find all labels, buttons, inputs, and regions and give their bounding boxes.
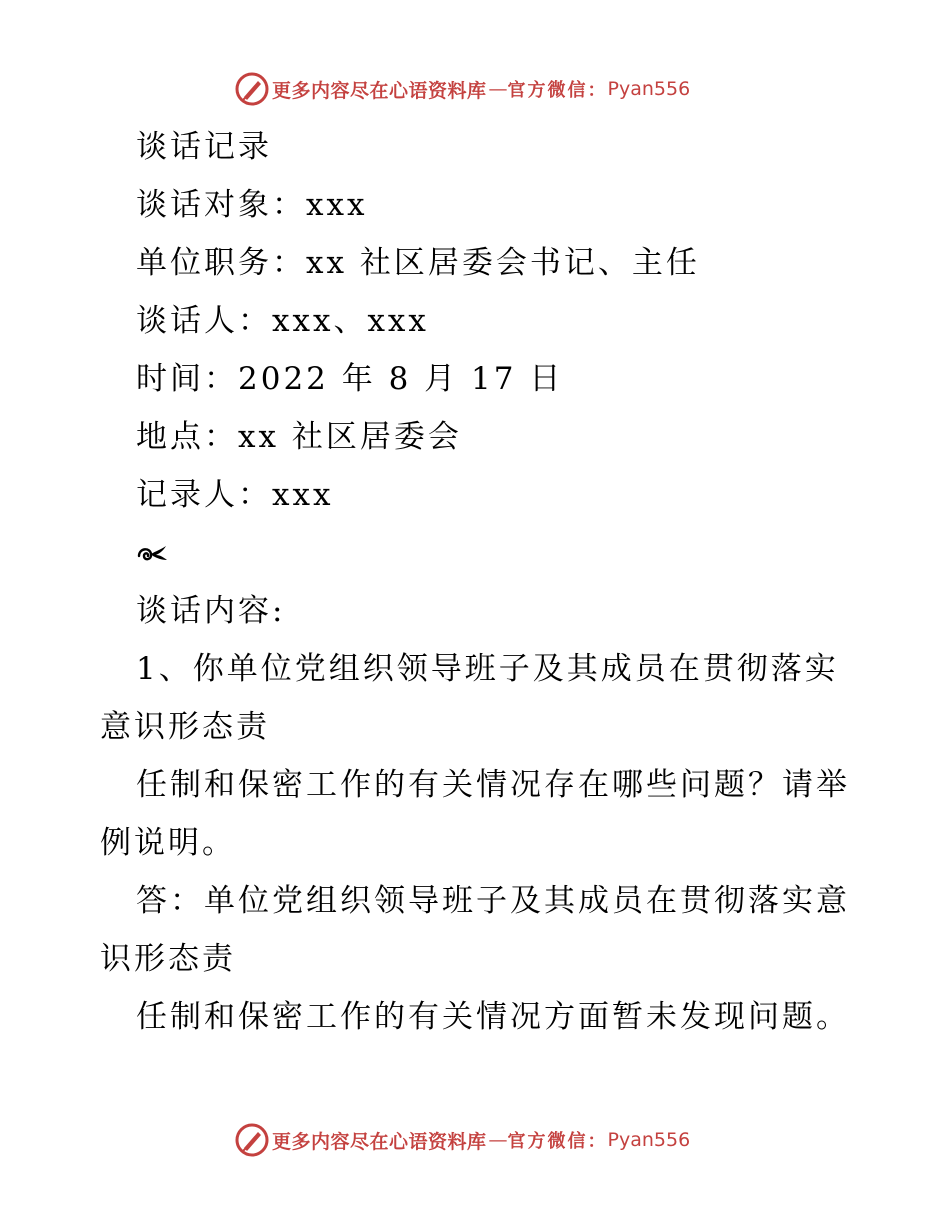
answer-1-line-3: 任制和保密工作的有关情况方面暂未发现问题。 [136,999,850,1035]
banner-wechat-id: Pyan556 [607,1129,691,1151]
document-body [100,118,860,1046]
question-1-line-1: 1、你单位党组织领导班子及其成员在贯彻落实 [136,651,839,687]
answer-1-line-2: 识形态责 [100,941,236,977]
question-1-line-3: 任制和保密工作的有关情况存在哪些问题？请举 [136,767,850,803]
document-title: 谈话记录 [136,129,272,165]
content-heading: 谈话内容: [136,593,286,629]
question-1-line-4: 例说明。 [100,825,236,861]
ornament-divider [100,524,860,582]
answer-1-line-1: 答：单位党组织领导班子及其成员在贯彻落实意 [136,883,850,919]
banner-text: 更多内容尽在心语资料库 [272,79,487,102]
field-interviewee: 谈话对象：xxx [136,187,368,223]
banner-wechat-label: 官方微信： [507,1131,608,1152]
banner-text: 更多内容尽在心语资料库 [272,1130,487,1153]
footer-banner [234,1122,690,1158]
question-1-line-2: 意识形态责 [100,709,270,745]
field-time: 时间：2022 年 8 月 17 日 [136,361,564,397]
banner-wechat-label: 官方微信： [507,80,608,101]
field-location: 地点：xx 社区居委会 [136,419,462,455]
banner-wechat-id: Pyan556 [607,78,691,100]
banner-separator: — [488,78,508,100]
header-banner [234,71,690,107]
fleuron-ornament-icon [136,542,170,564]
field-interviewer: 谈话人：xxx、xxx [136,303,429,339]
field-recorder: 记录人：xxx [136,477,334,513]
banner-separator: — [488,1129,508,1151]
field-position: 单位职务：xx 社区居委会书记、主任 [136,245,700,281]
pen-seal-logo-icon [234,1122,270,1158]
pen-seal-logo-icon [234,71,270,107]
